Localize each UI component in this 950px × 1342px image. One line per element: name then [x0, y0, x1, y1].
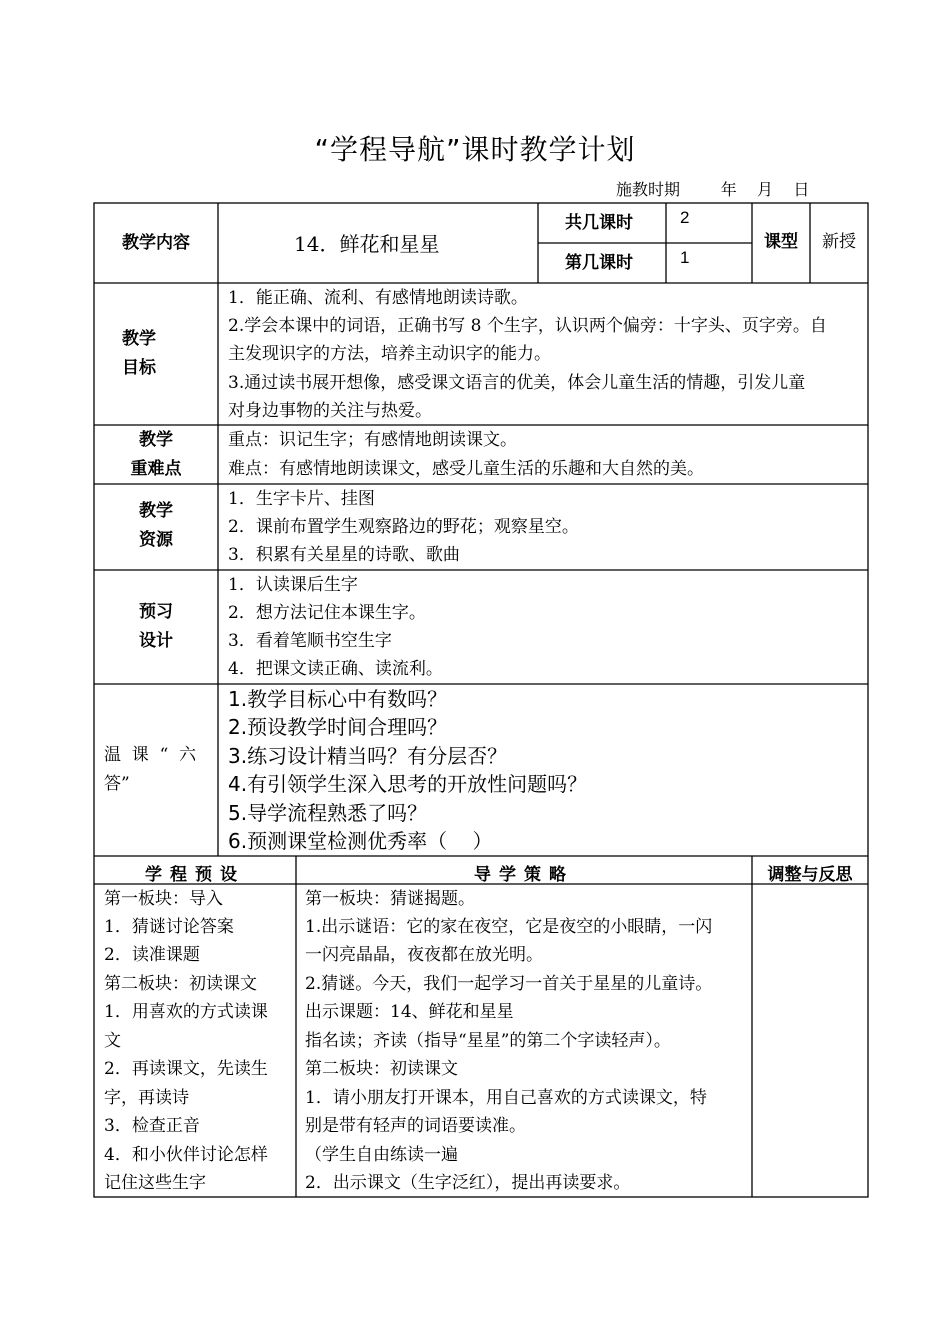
preview-line: 2．想方法记住本课生字。 [228, 603, 426, 623]
goals-label-1: 教学 [122, 329, 156, 349]
review-line: 6.预测课堂检测优秀率（ ） [228, 829, 493, 853]
resources-line: 2．课前布置学生观察路边的野花；观察星空。 [228, 517, 579, 537]
preset-line: 2．再读课文，先读生 [104, 1059, 268, 1079]
reflection-header: 调整与反思 [767, 865, 853, 885]
keypoints-label-2: 重难点 [130, 459, 182, 479]
keypoints-label-1: 教学 [139, 430, 173, 450]
review-line: 5.导学流程熟悉了吗？ [228, 801, 428, 825]
review-line: 4.有引领学生深入思考的开放性问题吗？ [228, 772, 588, 796]
total-lessons-value: 2 [680, 208, 690, 227]
preset-line: 1．用喜欢的方式读课 [104, 1002, 268, 1022]
preset-line: 2．读准课题 [104, 945, 200, 965]
preview-line: 4．把课文读正确、读流利。 [228, 659, 443, 679]
goals-line: 2.学会本课中的词语，正确书写 8 个生字，认识两个偏旁：十字头、页字旁。自 [228, 316, 827, 336]
review-label-2: 答” [104, 774, 130, 794]
current-lesson-label: 第几课时 [565, 253, 633, 273]
preview-label-1: 预习 [139, 602, 173, 622]
goals-line: 3.通过读书展开想像，感受课文语言的优美，体会儿童生活的情趣，引发儿童 [228, 373, 806, 393]
preset-line: 文 [104, 1031, 121, 1051]
preview-line: 3．看着笔顺书空生字 [228, 631, 392, 651]
resources-label-1: 教学 [139, 501, 173, 521]
review-label-1: 温 课 “ 六 [104, 745, 197, 765]
goals-line: 主发现识字的方法，培养主动识字的能力。 [228, 344, 551, 364]
strategy-line: 1．请小朋友打开课本，用自己喜欢的方式读课文，特 [305, 1088, 707, 1108]
lesson-title: 14．鲜花和星星 [294, 232, 440, 256]
lesson-type-label: 课型 [764, 232, 798, 252]
strategy-line: 一闪亮晶晶，夜夜都在放光明。 [305, 945, 543, 965]
strategy-line: （学生自由练读一遍 [305, 1145, 458, 1165]
review-line: 2.预设教学时间合理吗？ [228, 715, 448, 739]
preset-line: 第一板块：导入 [104, 889, 223, 909]
resources-line: 1．生字卡片、挂图 [228, 489, 375, 509]
current-lesson-value: 1 [680, 248, 690, 267]
strategy-line: 2．出示课文（生字泛红），提出再读要求。 [305, 1173, 631, 1193]
strategy-line: 第一板块：猜谜揭题。 [305, 889, 475, 909]
goals-label-2: 目标 [122, 358, 156, 378]
resources-label-2: 资源 [139, 530, 173, 550]
strategy-line: 1.出示谜语：它的家在夜空，它是夜空的小眼睛，一闪 [305, 917, 713, 937]
preset-line: 第二板块：初读课文 [104, 974, 257, 994]
review-line: 1.教学目标心中有数吗？ [228, 687, 448, 711]
review-line: 3.练习设计精当吗？有分层否？ [228, 744, 508, 768]
resources-line: 3．积累有关星星的诗歌、歌曲 [228, 545, 460, 565]
preset-line: 3．检查正音 [104, 1116, 200, 1136]
content-label: 教学内容 [122, 233, 190, 253]
preview-line: 1．认读课后生字 [228, 575, 358, 595]
preview-label-2: 设计 [139, 631, 173, 651]
strategy-line: 出示课题：14、鲜花和星星 [305, 1002, 514, 1022]
date-line: 施教时期 年 月 日 [616, 180, 810, 199]
keypoints-line: 难点：有感情地朗读课文，感受儿童生活的乐趣和大自然的美。 [228, 459, 704, 479]
page-title: “学程导航”课时教学计划 [314, 133, 636, 166]
strategy-line: 指名读；齐读（指导“星星”的第二个字读轻声）。 [305, 1031, 671, 1051]
preset-line: 字，再读诗 [104, 1088, 189, 1108]
keypoints-line: 重点：识记生字；有感情地朗读课文。 [228, 430, 517, 450]
strategy-header: 导学策略 [474, 865, 574, 885]
strategy-line: 2.猜谜。今天，我们一起学习一首关于星星的儿童诗。 [305, 974, 713, 994]
strategy-line: 别是带有轻声的词语要读准。 [305, 1116, 526, 1136]
preset-header: 学程预设 [145, 865, 245, 885]
goals-line: 对身边事物的关注与热爱。 [228, 401, 432, 421]
preset-line: 4．和小伙伴讨论怎样 [104, 1145, 268, 1165]
preset-line: 记住这些生字 [104, 1173, 206, 1193]
total-lessons-label: 共几课时 [565, 213, 633, 233]
strategy-line: 第二板块：初读课文 [305, 1059, 458, 1079]
preset-line: 1．猜谜讨论答案 [104, 917, 234, 937]
goals-line: 1．能正确、流利、有感情地朗读诗歌。 [228, 288, 528, 308]
lesson-type-value: 新授 [822, 232, 856, 252]
